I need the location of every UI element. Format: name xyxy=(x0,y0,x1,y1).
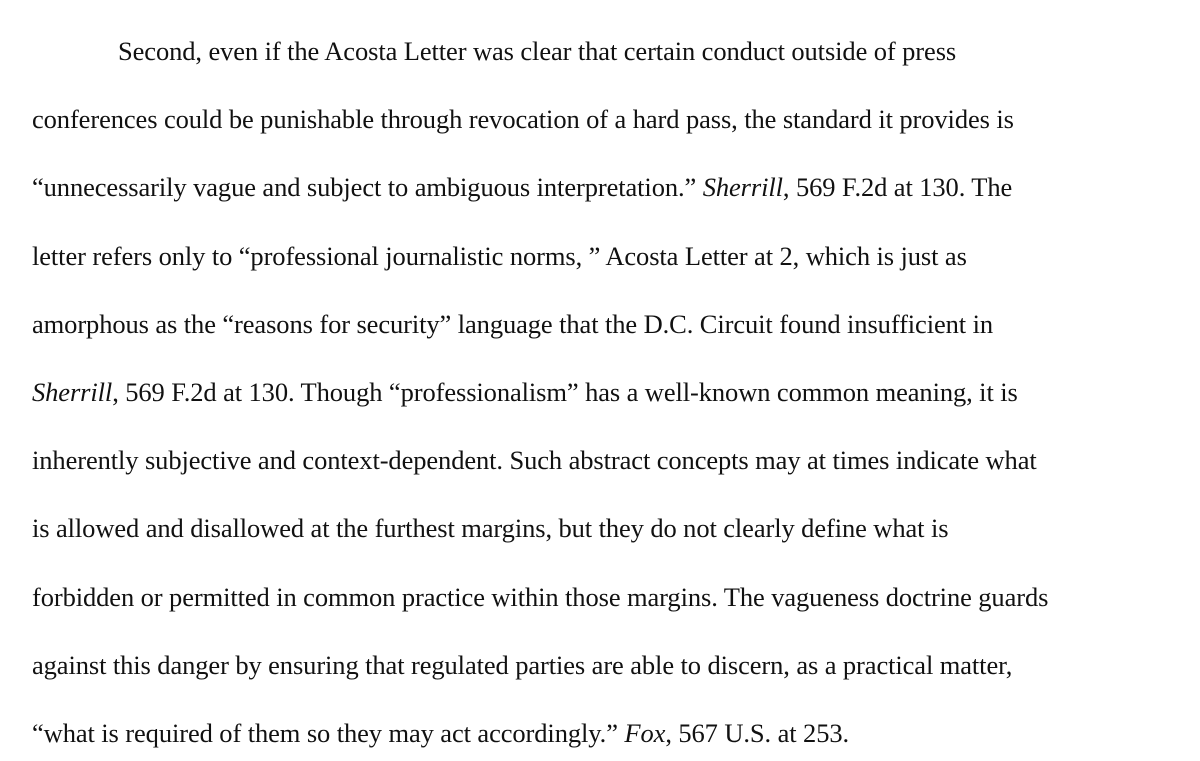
text-line xyxy=(32,720,849,747)
text-segment: amorphous as the “reasons for security” language that the D.C. Circuit found insufficient in xyxy=(32,308,993,339)
text-line xyxy=(32,240,967,271)
text-line xyxy=(32,174,1012,201)
text-segment: letter refers only to “professional journalistic norms, ” Acosta Letter at 2, which is just as xyxy=(32,240,967,271)
case-citation: Fox xyxy=(624,718,666,748)
text-segment: , 569 F.2d at 130. The xyxy=(782,172,1013,203)
text-line xyxy=(118,38,956,65)
text-segment: is allowed and disallowed at the furthest margins, but they do not clearly define what is xyxy=(32,513,949,544)
text-segment: Second, even if the Acosta Letter was clear that certain conduct outside of press xyxy=(118,36,957,66)
text-segment: “unnecessarily vague and subject to ambiguous interpretation.” xyxy=(32,172,703,203)
case-citation: Sherrill xyxy=(702,172,783,203)
case-citation: Sherrill xyxy=(32,377,113,407)
text-line xyxy=(32,379,1018,406)
text-segment: forbidden or permitted in common practice within those margins. The vagueness doctrine guards xyxy=(32,581,1049,612)
text-segment: conferences could be punishable through revocation of a hard pass, the standard it provides is xyxy=(32,104,1014,135)
text-line xyxy=(32,106,1014,133)
text-segment: “what is required of them so they may act accordingly.” xyxy=(32,718,625,748)
text-segment: , 569 F.2d at 130. Though “professionalism” has a well-known common meaning, it is xyxy=(112,377,1018,407)
text-line xyxy=(32,515,948,542)
text-line xyxy=(32,649,1013,680)
text-line xyxy=(32,308,993,339)
text-segment: against this danger by ensuring that regulated parties are able to discern, as a practical matter, xyxy=(32,649,1013,680)
text-line xyxy=(32,447,1037,474)
text-segment: , 567 U.S. at 253. xyxy=(665,718,850,748)
text-segment: inherently subjective and context-dependent. Such abstract concepts may at times indicate what xyxy=(32,445,1037,476)
text-line xyxy=(32,581,1049,612)
